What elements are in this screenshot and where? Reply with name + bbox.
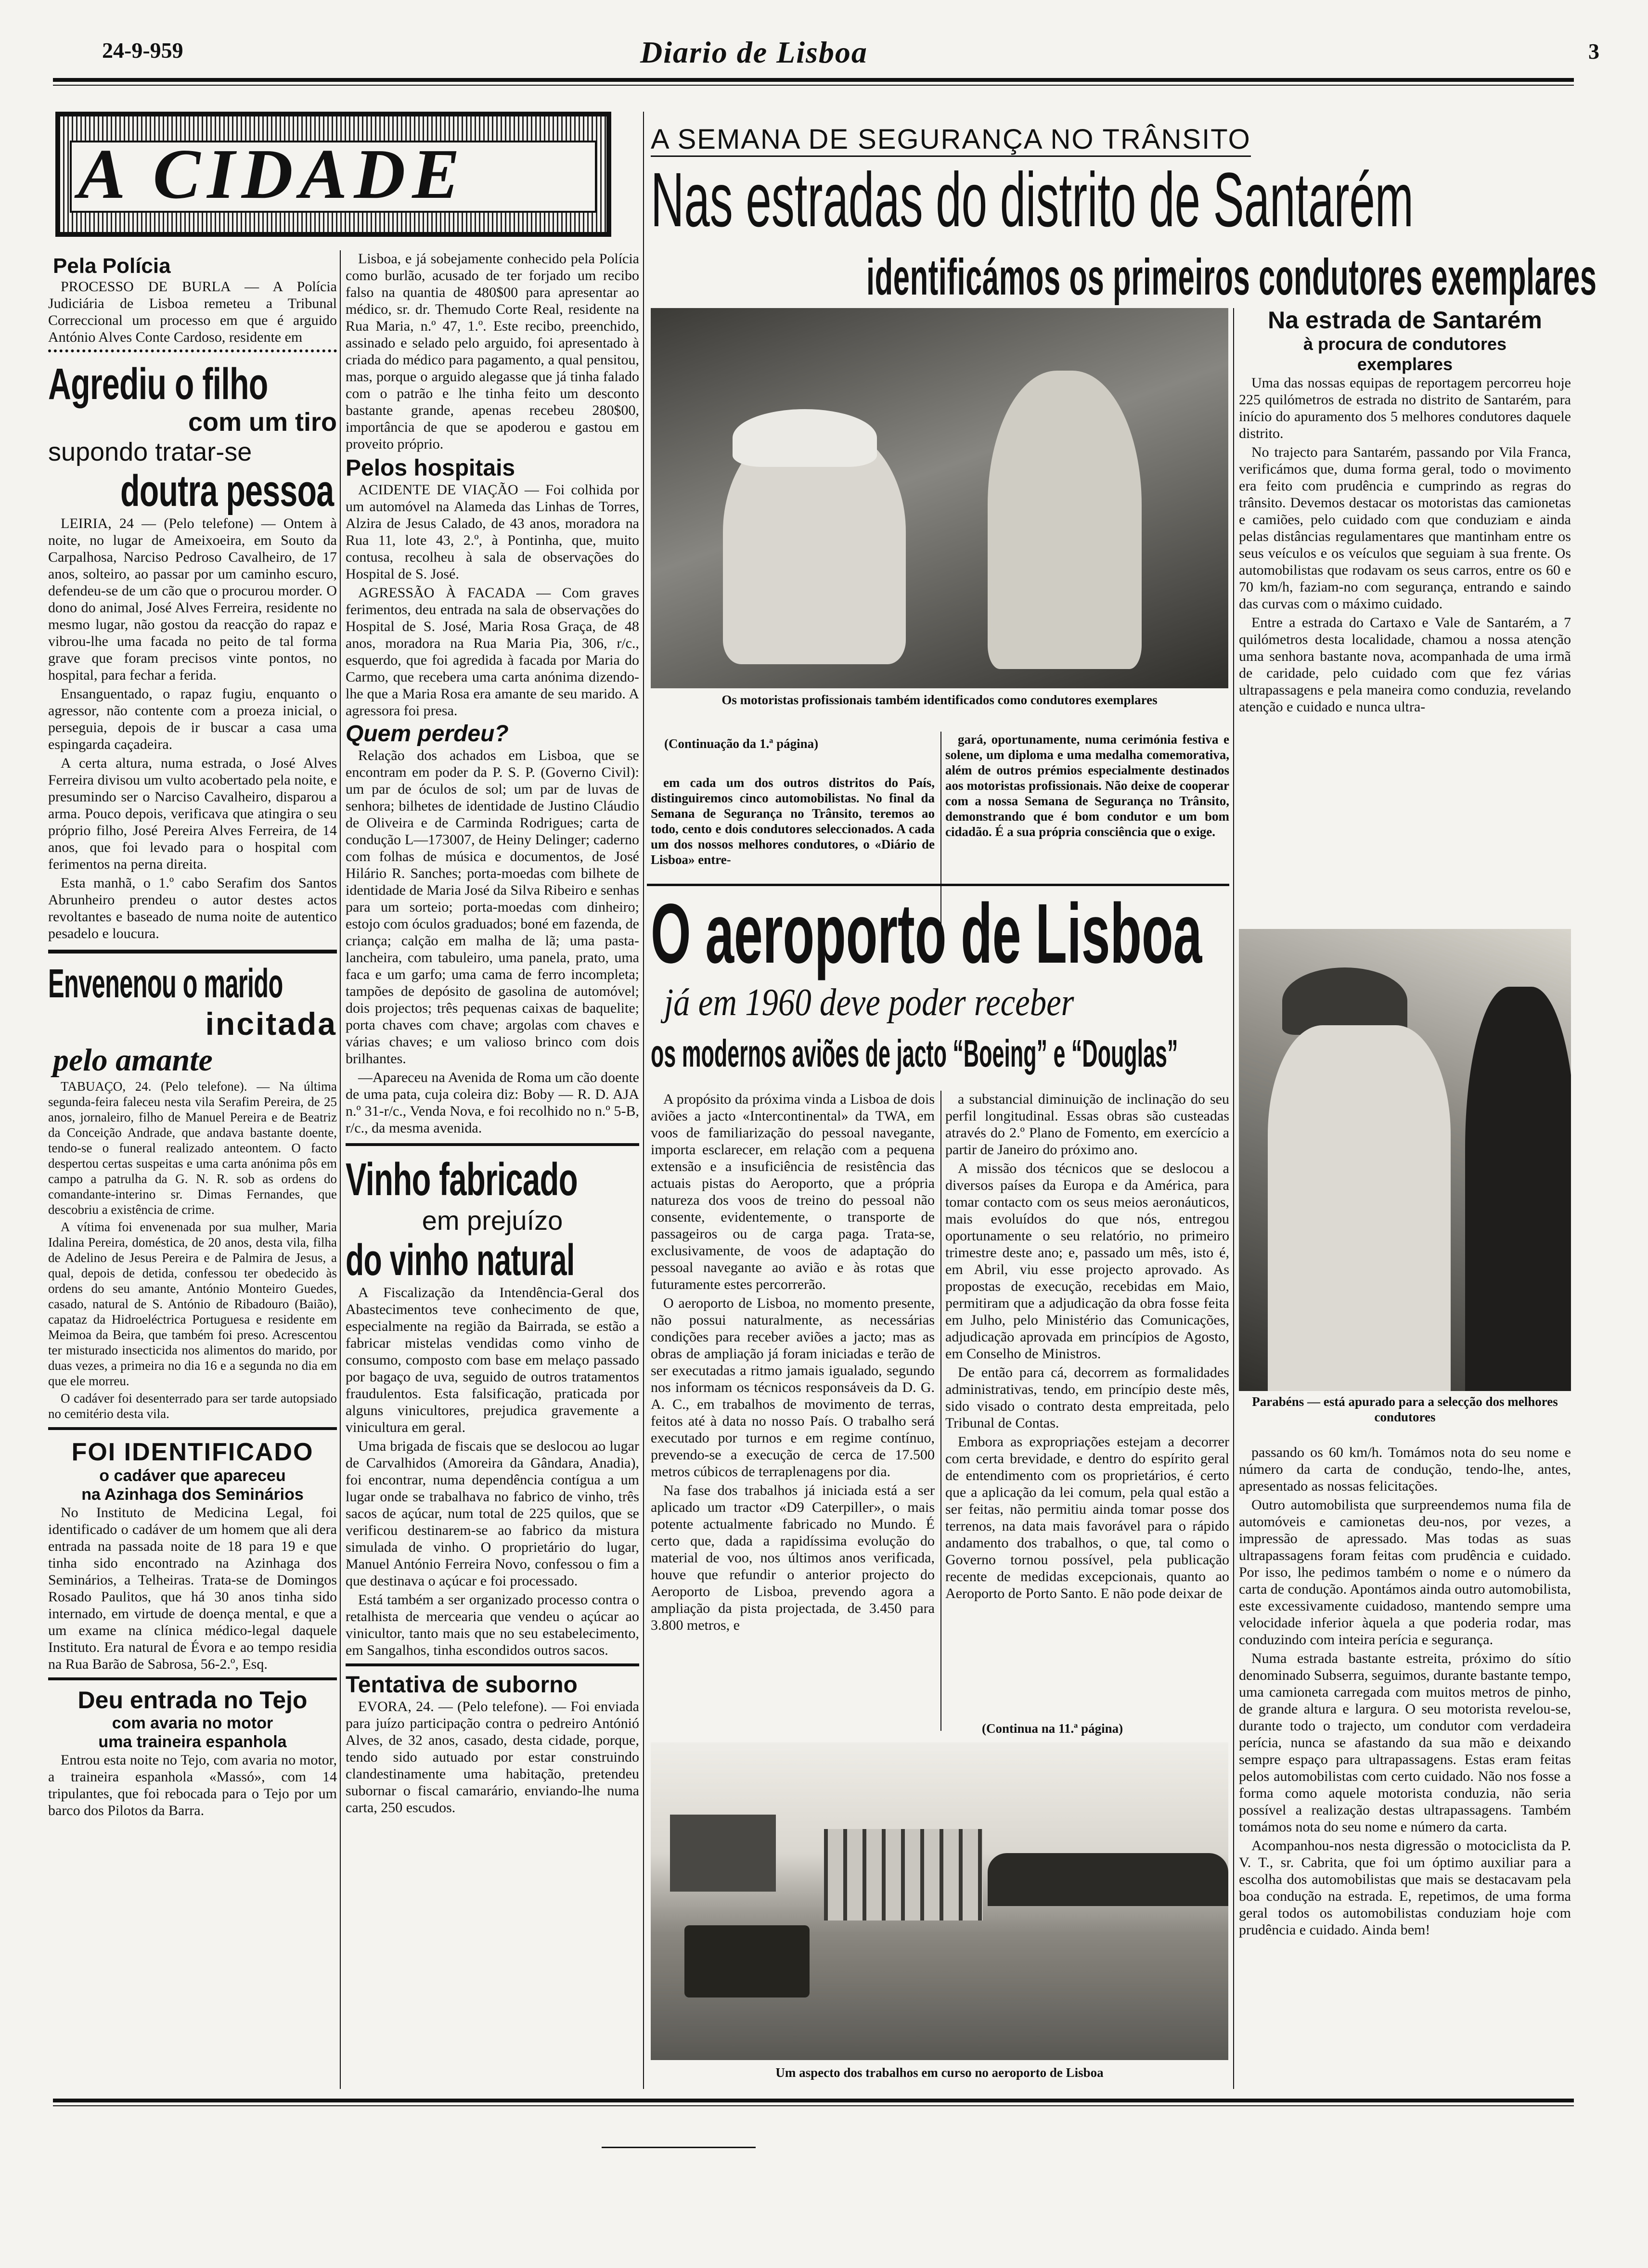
continues-label: (Continua na 11.ª página) — [982, 1721, 1123, 1736]
col-rule — [1233, 308, 1234, 2089]
footer-rule-thin — [53, 2105, 1574, 2106]
deu-body: Entrou esta noite no Tejo, com avaria no motor, a traineira espanhola «Massó», com 14 tripulantes, que foi rebocada para o Tejo por um barco dos Pilotos da Barra. — [48, 1752, 337, 1818]
footer-ornament — [602, 2147, 756, 2148]
santarem-subhead: identificámos os primeiros condutores exemplares — [866, 249, 1597, 306]
aeroporto-col-b: a substancial diminuição de inclinação do seu perfil longitudinal. Essas obras são custeadas através do 2.º Plano de Fomento, em exercício a partir de Janeiro do próximo ano. A missão dos técnicos que se deslocou a diversos países da Europa e da América, para tomar contacto com os seus meios aeronáuticos, mais evoluídos do que nós, entregou oportunamente o seu relatório, no primeiro trimestre deste ano; e, passado um mês, isto é, em Abril, viu esse projecto aprovado. As propostas de execução, recebidas em Maio, permitiram que a adjudicação da obra fosse feita em Julho, pelo Ministério das Comunicações, adjudicação aprovada em princípios de Agosto, em Conselho de Ministros. De então para cá, decorrem as formalidades administrativas, tendo, em princípio deste mês, sido visado o contrato desta empreitada, pelo Tribunal de Contas. Embora as expropriações estejam a decorrer com certa brevidade, e dentro do espírito geral de entendimento com os proprietários, é certo que a aplicação da lei comum, pela qual estão a ser feitas, não permitiu ainda tomar posse dos terrenos, na data mais favorável para o rápido andamento dos trabalhos, o que, tal como o Governo tornou possível, pela publicação recente de medidas excepcionais, quanto ao Aeroporto de Porto Santo. E não pode deixar de — [945, 1091, 1229, 1601]
parabens-photo — [1239, 929, 1571, 1391]
parabens-caption: Parabéns — está apurado para a selecção dos melhores condutores — [1252, 1394, 1558, 1424]
col1 — [48, 254, 337, 1821]
deu-headline: Deu entrada no Tejo — [77, 1687, 308, 1714]
aeroporto-photo — [651, 1742, 1228, 2060]
perdeu-body: Relação dos achados em Lisboa, que se encontram em poder da P. S. P. (Governo Civil): um par de óculos de sol; um par de luvas de senhora; bilhetes de identidade de Justino Cláudio de Oliveira e de Carminda Rodrigues; carta de condução L—173007, de Heiny Delinger; caderno com folhas de música e documentos, de José Hilário R. Sanches; porta-moedas com bilhete de identidade de Maria José da Silva Ribeiro e senhas para um sorteio; porta-moedas com dinheiro; estojo com óculos graduados; boné em fazenda, de criança; calção em malha de lã; uma pasta-lancheira, com tabuleiro, uma panela, prato, uma faca e um garfo; uma cama de ferro incompleta; tampões de depósito de gasolina de automóvel; dois projectos; três pequenas caixas de baquelite; porta chaves com chave; argolas com chaves e várias chaves; e um valioso brinco com dois brilhantes. —Apareceu na Avenida de Roma um cão doente de uma pata, cuja coleira diz: Boby — R. D. AJA n.º 31-r/c., Venda Nova, e foi recolhido no n.º 5-B, r/c., da mesma avenida. — [346, 747, 639, 1136]
divider — [48, 1677, 337, 1683]
tractor-shape — [684, 1925, 810, 1997]
dotted-divider — [48, 349, 337, 357]
foi-headline: FOI IDENTIFICADO — [71, 1438, 314, 1466]
envenenou-body: TABUAÇO, 24. (Pelo telefone). — Na última segunda-feira faleceu nesta vila Serafim Pereira, de 25 anos, jornaleiro, filho de Manuel Pereira e de Beatriz da Conceição Andrade, que andava bastante doente, tendo-se o funeral realizado anteontem. O facto despertou certas suspeitas e uma carta anónima pôs em campo a patrulha da G. N. R. sob as ordens do comandante-interino sr. Dimas Fernandes, que descobriu a existência de crime. A vítima foi envenenada por sua mulher, Maria Idalina Pereira, doméstica, de 20 anos, desta vila, filha de Adelino de Jesus Pereira e de Palmira de Jesus, a qual, depois de detida, confessou ter obedecido às ordens do seu amante, António Monteiro Guedes, casado, natural de S. António de Ribadouro (Baião), capataz da Hidroeléctrica Portuguesa e residente em Meimoa da Beira, que também foi preso. Acrescentou ter misturado insecticida nos alimentos do marido, por duas vezes, a primeira no dia 16 e a segunda no dia em que ele morreu. O cadáver foi desenterrado para ser tarde autopsiado no cemitério desta vila. — [48, 1079, 337, 1421]
divider — [48, 1427, 337, 1434]
hospitais-title: Pelos hospitais — [346, 455, 515, 481]
envenenou-sub2: pelo amante — [53, 1043, 213, 1078]
aeroporto-col-a: A propósito da próxima vinda a Lisboa de dois aviões a jacto «Intercontinental» da TWA, em voos de familiarização do pessoal navegante, importa esclarecer, em relação com a pequena extensão e a insuficiência de resistência das actuais pistas do Aeroporto, que a própria natureza dos voos de treino do pessoal não consente, evidentemente, o transporte de passageiros ou de carga paga. Trata-se, exclusivamente, de voos de adaptação do pessoal navegante ao avião e às rotas que futuramente estes percorrerão. O aeroporto de Lisboa, no momento presente, não possui naturalmente, as necessárias condições para receber aviões a jacto; mas as obras de ampliação já foram iniciadas e terão de ser executadas a ritmo jamais igualado, segundo nos informam os técnicos responsáveis da D. G. A. C., em trabalhos de movimento de terras, feitos até à data no nosso País. O trabalho será executado por turnos e em regime contínuo, prevendo-se a execução de cerca de 17.500 metros cúbicos de terraplenagens por dia. Na fase dos trabalhos já iniciada está a ser aplicado um tractor «D9 Caterpiller», o mais potente actualmente fabricado no Mundo. É certo que, dada a rapidíssima evolução do material de voo, nos últimos anos verificada, houve que refundir o anterior projecto do Aeroporto de Lisboa, prevendo agora a ampliação da pista projectada, de 3.450 para 3.800 metros, e — [651, 1091, 935, 1633]
divider — [346, 1143, 639, 1150]
header-rule-thin — [53, 85, 1574, 86]
envenenou-sub1: incitada — [205, 1006, 337, 1042]
masthead: Diario de Lisboa — [640, 35, 868, 69]
col-rule — [643, 112, 644, 2089]
right-body-b: passando os 60 km/h. Tomámos nota do seu nome e número da carta de condução, tendo-lhe, antes, apresentado as nossas felicitações. Outro automobilista que surpreendemos numa fila de automóveis e camionetas deu-nos, por vezes, a impressão de apressado. Mas todas as suas ultrapassagens foram feitas com prudência e cuidado. Por isso, lhe pedimos também o nome e o número da carta de condução. Apontámos ainda outro automobilista, este excessivamente cuidadoso, mantendo sempre uma velocidade inferior àquela a que poderia rodar, mas conduzindo com inteira perícia e segurança. Numa estrada bastante estreita, próximo do sítio denominado Subserra, seguimos, durante bastante tempo, uma camioneta carregada com muitos metros de pinho, de grande altura e largura. O seu motorista revelou-se, durante todo o trajecto, um condutor com verdadeira perícia, nunca se afastando da sua mão e deixando sempre espaço para ultrapassagens. Estas eram feitas pelos automobilistas com certo cuidado. Não nos fosse a forma como aquele motorista conduzia, não seria possível a realização destas ultrapassagens. Também tomámos nota do seu nome e número da carta. Acompanhou-nos nesta digressão o motociclista da P. V. T., sr. Cabrita, que foi um óptimo auxiliar para a escolha dos automobilistas que mais se destacavam pela boa condução na estrada. E, repetimos, de uma forma geral todos os automobilistas conduziam hoje com prudência e cuidado. Ainda bem! — [1239, 1444, 1571, 1938]
right-title: Na estrada de Santarém — [1268, 307, 1542, 334]
agrediu-sub2: supondo tratar-se — [48, 438, 252, 466]
pela-policia-text: PROCESSO DE BURLA — A Polícia Judiciária de Lisboa remeteu a Tribunal Correccional um processo em que é arguido António Alves Conte Cardoso, residente em — [48, 279, 337, 345]
right-body-a: Uma das nossas equipas de reportagem percorreu hoje 225 quilómetros de estrada no distrito de Santarém, para início do apuramento dos 5 melhores condutores daquele distrito. No trajecto para Santarém, passando por Vila Franca, verificámos que, duma forma geral, todo o movimento era feito com prudência e cumprindo as regras do trânsito. Devemos destacar os motoristas das camionetas e camiões, pelo cuidado com que conduziam e ainda pelas distâncias regulamentares que mantinham entre os seus veículos e os veículos que seguiam à sua frente. Os automobilistas que rodavam os seus carros, entre os 60 e 70 km/h, faziam-no com segurança, entrando e saindo das curvas com o máximo cuidado. Entre a estrada do Cartaxo e Vale de Santarém, a 7 quilómetros desta localidade, chamou a nossa atenção uma senhora bastante nova, acompanhada de uma irmã de caridade, pelo cuidado com que fez várias ultrapassagens e pela maneira como conduzia, revelando atenção e cuidado e nunca ultra- — [1239, 375, 1571, 715]
vinho-sub2: do vinho natural — [346, 1236, 575, 1285]
agrediu-body: LEIRIA, 24 — (Pelo telefone) — Ontem à noite, no lugar de Ameixoeira, em Souto da Carpalhosa, Narciso Pedroso Cavalheiro, de 17 anos, solteiro, ao passar por um caminho escuro, defendeu-se de um cão que o procurou morder. O dono do animal, José Alves Ferreira, residente no mesmo lugar, não gostou da reacção do rapaz e vibrou-lhe uma facada no peito de tal forma grave que foram precisos vinte pontos, no hospital, para fechar a ferida. Ensanguentado, o rapaz fugiu, enquanto o agressor, não contente com a proeza inicial, o perseguia, depois de ir buscar a casa uma espingarda caçadeira. A certa altura, numa estrada, o José Alves Ferreira divisou um vulto acobertado pela noite, e presumindo ser o Narciso Cavalheiro, disparou a arma. Pouco depois, verificava que atingira o seu próprio filho, José Pereira Alves Ferreira, de 14 anos, que foi levado para o hospital com ferimentos na perna direita. Esta manhã, o 1.º cabo Serafim dos Santos Abrunheiro prendeu o autor destes actos revoltantes e baseado de numa noite de autentico pesadelo e loucura. — [48, 515, 337, 941]
burla-continuation: Lisboa, e já sobejamente conhecido pela Polícia como burlão, acusado de ter forjado um recibo falso na quantia de 480$00 para apresentar ao médico, sr. dr. Themudo Corte Real, residente na Rua Maria, n.º 47, 1.º. Este recibo, preenchido, assinado e selado pelo arguido, foi apresentado à criada do médico para pagamento, a qual pensitou, mas, porque o arguido alegasse que já tinha falado com o patrão e lhe tinha feito um desconto bastante grande, apenas recebeu 280$00, importância de que se apoderou e gastou em proveito próprio. — [346, 251, 639, 452]
aeroporto-sub2: os modernos aviões de jacto “Boeing” e “Douglas” — [651, 1032, 1178, 1075]
deu-sub1: com avaria no motor — [112, 1714, 273, 1732]
suborno-body: EVORA, 24. — (Pelo telefone). — Foi enviada para juízo participação contra o pedreiro Antónió Alves, de 32 anos, casado, desta cidade, porque, tendo sido autuado por estar construindo clandestinamente uma habitação, pretendeu subornar o fiscal camarário, enviando-lhe numa carta, 250 escudos. — [346, 1699, 639, 1816]
right-sub1: à procura de condutores — [1303, 334, 1507, 354]
santarem-cont-b: gará, oportunamente, numa cerimónia festiva e solene, um diploma e uma medalha comemorativa, além de outros prémios especialmente destinados aos motoristas profissionais. Não deixe de cooperar com a nossa Semana de Segurança no Trânsito, demonstrando que é bom condutor e um bom cidadão. É a sua própria consciência que o exige. — [945, 732, 1229, 839]
aeroporto-sub1: já em 1960 deve poder receber — [664, 981, 1074, 1024]
foi-sub2: na Azinhaga dos Seminários — [81, 1485, 304, 1504]
santarem-cont-a: em cada um dos outros distritos do País, distinguiremos cinco automobilistas. No final da Semana de Segurança no Trânsito, teremos ao todo, cento e dois condutores seleccionados. A cada um dos nossos melhores condutores, o «Diário de Lisboa» entre- — [651, 775, 935, 867]
header-rule — [53, 78, 1574, 82]
cap-shape — [733, 409, 877, 467]
foi-body: No Instituto de Medicina Legal, foi identificado o cadáver de um homem que ali dera entrada na passada noite de 18 para 19 e que tinha sido encontrado na Azinhaga dos Seminários, a Telheiras. Trata-se de Domingos Rosado Paulitos, que há 30 anos tinha sido internado, em virtude de doença mental, e que a um exame na clínica médico-legal daquele Instituto. Era natural de Évora e ao tempo residia na Rua Barão de Sabrosa, 56-2.º, Esq. — [48, 1505, 337, 1672]
santarem-headline: Nas estradas do distrito de Santarém — [651, 156, 1414, 243]
santarem-right — [1239, 306, 1571, 717]
hangar-shape — [670, 1815, 776, 1892]
agrediu-sub3: doutra pessoa — [120, 466, 334, 515]
vinho-headline: Vinho fabricado — [346, 1154, 578, 1205]
santarem-kicker: A SEMANA DE SEGURANÇA NO TRÂNSITO — [651, 123, 1251, 157]
footer-rule — [53, 2099, 1574, 2102]
aeroporto-caption: Um aspecto dos trabalhos em curso no aeroporto de Lisboa — [775, 2065, 1104, 2080]
continuation-label: (Continuação da 1.ª página) — [664, 736, 819, 751]
motoristas-photo — [651, 308, 1228, 688]
officer-figure — [1268, 1025, 1451, 1391]
helmet-shape — [1282, 967, 1407, 1035]
scaffold-shape — [824, 1829, 983, 1920]
divider — [48, 950, 337, 957]
vinho-body: A Fiscalização da Intendência-Geral dos Abastecimentos teve conhecimento de que, especialmente na região da Bairrada, se estão a fabricar mistelas vendidas como vinho de consumo, composto com base em melaço passado por bagaço de uva, seguido de outros tratamentos fraudulentos. Esta falsificação, praticada por alguns vinicultores, prejudica gravemente a vinicultura em geral. Uma brigada de fiscais que se deslocou ao lugar de Carvalhidos (Amoreira da Gândara, Anadia), foi encontrar, numa dependência contígua a um lugar onde se trabalhava no fabrico de vinho, três sacos de açúcar, num total de 225 quilos, que se verificou destinarem-se ao fabrico da mistura simulada de vinho. O proprietário do lugar, Manuel António Ferreira Novo, confessou o fim a que destinava o açúcar e foi processado. Está também a ser organizado processo contra o retalhista de mercearia que vendeu o açúcar ao vinicultor, tanto mais que no seu estabelecimento, em Sangalhos, tinha escondidos outros sacos. — [346, 1285, 639, 1658]
page-date: 24-9-959 — [102, 38, 183, 63]
page-number: 3 — [1588, 39, 1599, 64]
suborno-title: Tentativa de suborno — [346, 1672, 578, 1698]
section-banner: A CIDADE — [78, 135, 467, 214]
col2 — [346, 250, 639, 1818]
agrediu-headline: Agrediu o filho — [48, 360, 268, 409]
divider — [346, 1663, 639, 1669]
man-figure — [1465, 987, 1571, 1391]
motoristas-caption: Os motoristas profissionais também identificados como condutores exemplares — [721, 693, 1158, 707]
envenenou-headline: Envenenou o marido — [48, 961, 283, 1006]
col-rule — [340, 250, 341, 2089]
col-rule — [940, 1091, 941, 1731]
perdeu-title: Quem perdeu? — [346, 721, 509, 747]
deu-sub2: uma traineira espanhola — [98, 1733, 287, 1751]
right-sub2: exemplares — [1357, 354, 1453, 374]
agrediu-sub1: com um tiro — [188, 408, 337, 437]
pela-policia-title: Pela Polícia — [53, 254, 171, 278]
section-rule — [647, 884, 1229, 886]
aeroporto-headline: O aeroporto de Lisboa — [651, 887, 1202, 981]
trees-shape — [988, 1853, 1228, 1906]
foi-sub1: o cadáver que apareceu — [99, 1467, 286, 1485]
vinho-sub1: em prejuízo — [422, 1205, 563, 1236]
man-figure — [988, 371, 1142, 669]
hospitais-body: ACIDENTE DE VIAÇÃO — Foi colhida por um automóvel na Alameda das Linhas de Torres, Alzira de Jesus Calado, de 43 anos, moradora na Rua 11, lote 43, 2.º, à Pontinha, que, muito contusa, recolheu à sala de observações do Hospital de S. José. AGRESSÃO À FACADA — Com graves ferimentos, deu entrada na sala de observações do Hospital de S. José, Maria Rosa Graça, de 48 anos, moradora na Rua Maria Pia, 306, r/c., esquerdo, que foi agredida à facada por Maria do Carmo, que recebera uma carta anónima dizendo-lhe que a Maria Rosa era amante de seu marido. A agressora foi presa. — [346, 482, 639, 719]
